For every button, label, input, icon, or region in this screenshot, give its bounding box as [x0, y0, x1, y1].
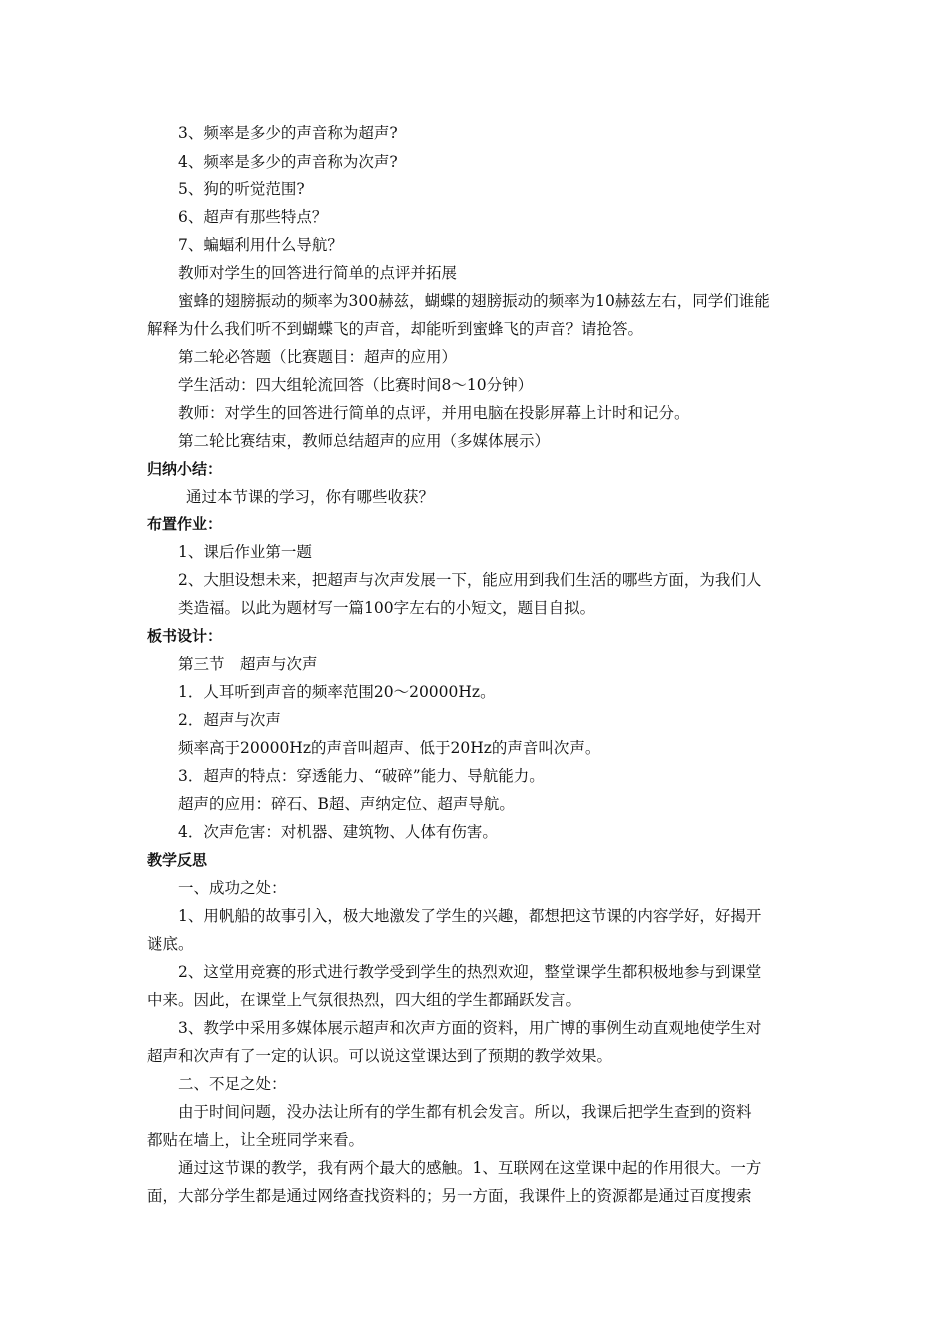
question-3: 3、频率是多少的声音称为超声? — [178, 124, 398, 142]
paragraph-line: 谜底。 — [147, 935, 194, 953]
paragraph-line: 蜜蜂的翅膀振动的频率为300赫兹，蝴蝶的翅膀振动的频率为10赫兹左右，同学们谁能 — [178, 292, 770, 310]
paragraph-line: 1、用帆船的故事引入，极大地激发了学生的兴趣，都想把这节课的内容学好，好揭开 — [178, 907, 762, 925]
paragraph-line: 第二轮必答题（比赛题目：超声的应用） — [178, 348, 458, 366]
section-heading-homework: 布置作业： — [147, 515, 223, 533]
question-7: 7、蝙蝠利用什么导航？ — [178, 236, 343, 254]
question-6: 6、超声有那些特点？ — [178, 208, 328, 226]
paragraph-line: 3、教学中采用多媒体展示超声和次声方面的资料，用广博的事例生动直观地使学生对 — [178, 1019, 762, 1037]
section-heading-reflection: 教学反思 — [147, 851, 208, 869]
paragraph-line: 学生活动：四大组轮流回答（比赛时间8～10分钟） — [178, 376, 534, 394]
paragraph-line: 通过这节课的教学，我有两个最大的感触。1、互联网在这堂课中起的作用很大。一方 — [178, 1159, 762, 1177]
paragraph-line: 2、这堂用竞赛的形式进行教学受到学生的热烈欢迎，整堂课学生都积极地参与到课堂 — [178, 963, 762, 981]
question-4: 4、频率是多少的声音称为次声? — [178, 153, 398, 171]
paragraph-line: 第三节 超声与次声 — [178, 655, 318, 673]
paragraph-line: 4．次声危害：对机器、建筑物、人体有伤害。 — [178, 823, 498, 841]
paragraph-line: 3．超声的特点：穿透能力、“破碎”能力、导航能力。 — [178, 767, 545, 785]
paragraph-line: 通过本节课的学习，你有哪些收获？ — [186, 488, 435, 506]
section-heading-summary: 归纳小结： — [147, 460, 223, 478]
homework-item-1: 1、课后作业第一题 — [178, 543, 312, 561]
paragraph-line: 超声和次声有了一定的认识。可以说这堂课达到了预期的教学效果。 — [147, 1047, 613, 1065]
paragraph-line: 二、不足之处： — [178, 1075, 287, 1093]
paragraph-line: 面，大部分学生都是通过网络查找资料的；另一方面，我课件上的资源都是通过百度搜索 — [147, 1187, 752, 1205]
paragraph-line: 教师：对学生的回答进行简单的点评，并用电脑在投影屏幕上计时和记分。 — [178, 404, 690, 422]
section-heading-board: 板书设计： — [147, 627, 223, 645]
paragraph-line: 1．人耳听到声音的频率范围20～20000Hz。 — [178, 683, 496, 701]
paragraph-line: 频率高于20000Hz的声音叫超声、低于20Hz的声音叫次声。 — [178, 739, 601, 757]
paragraph-line: 第二轮比赛结束，教师总结超声的应用（多媒体展示） — [178, 432, 551, 450]
paragraph-line: 中来。因此，在课堂上气氛很热烈，四大组的学生都踊跃发言。 — [147, 991, 582, 1009]
paragraph-line: 由于时间问题，没办法让所有的学生都有机会发言。所以，我课后把学生查到的资料 — [178, 1103, 752, 1121]
paragraph-line: 都贴在墙上，让全班同学来看。 — [147, 1131, 365, 1149]
paragraph-line: 解释为什么我们听不到蝴蝶飞的声音，却能听到蜜蜂飞的声音？请抢答。 — [147, 320, 644, 338]
paragraph-line: 超声的应用：碎石、B超、声纳定位、超声导航。 — [178, 795, 515, 813]
paragraph-line: 2．超声与次声 — [178, 711, 281, 729]
paragraph-line: 类造福。以此为题材写一篇100字左右的小短文，题目自拟。 — [178, 599, 596, 617]
question-5: 5、狗的听觉范围? — [178, 180, 305, 198]
homework-item-2: 2、大胆设想未来，把超声与次声发展一下，能应用到我们生活的哪些方面，为我们人 — [178, 571, 762, 589]
paragraph-line: 一、成功之处： — [178, 879, 287, 897]
paragraph-line: 教师对学生的回答进行简单的点评并拓展 — [178, 264, 458, 282]
